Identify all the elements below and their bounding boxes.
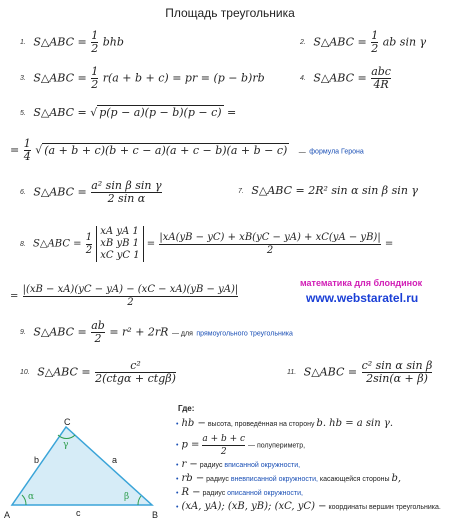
formula-8 (20, 226, 393, 262)
formula-rest: bhb (102, 35, 124, 49)
vertex-C: C (64, 417, 71, 427)
formula-9: 9. S△ABC = $\frac{ab}{2}$ = r² + 2rR — для прямоугольного треугольника (20, 319, 293, 345)
where-item-4: • rb − радиус вневписанной окружности, касающейся стороны b, (176, 473, 402, 484)
formula-number: 10. (20, 369, 30, 376)
formula-rest: r(a + b + c) = pr = (p − b)rb (102, 71, 265, 85)
brand-text: математика для блондинок (300, 278, 423, 288)
side-c: c (76, 508, 81, 518)
formula-lhs: S△ABC = (37, 365, 91, 379)
formula-5: 5. S△ABC = √ p(p − a)(p − b)(p − c) = (20, 106, 237, 119)
vertex-A: A (4, 510, 11, 520)
formula-number: 3. (20, 75, 26, 82)
where-title: Где: (178, 404, 195, 413)
formula-lhs: S△ABC = (33, 185, 87, 199)
fraction: $\frac{\text{c² sin α sin β}}{2\sin(\alpha + \beta)}$ (361, 359, 433, 385)
incircle-link[interactable]: вписанной окружности, (224, 462, 301, 469)
where-item-1: • hb − высота, проведённая на сторону b. hb = a sin γ. (176, 418, 394, 429)
triangle-diagram (0, 415, 170, 523)
formula-lhs: S△ABC = (33, 106, 87, 119)
where-item-2: • p = $\frac{a + b + c}{2}$ — полупериметр, (176, 434, 306, 457)
formula-lhs: S△ABC = (313, 35, 367, 49)
angle-beta: β (124, 492, 130, 502)
formula-number: 8. (20, 240, 26, 248)
fraction: $\frac{1}{2}$ (91, 29, 99, 55)
formula-rest: ab sin γ (382, 35, 427, 49)
fraction: $\frac{1}{4}$ (23, 137, 31, 163)
fraction: $\frac{\text{a² sin β sin γ}}{\text{2 sin α}}$ (91, 179, 162, 205)
formula-number: 1. (20, 39, 26, 46)
fraction: $\frac{|(xB - xA)(yC - yA) - (xC - xA)(yB - yA)|}{2}$ (22, 284, 239, 308)
determinant: xA yA 1 xB yB 1 xC yC 1 (96, 226, 143, 262)
formula-8b (10, 284, 239, 309)
formula-number: 5. (20, 109, 26, 117)
formula-number: 7. (238, 187, 244, 195)
formula-tail: = (227, 106, 237, 119)
fraction: $\frac{|xA(yB - yC) + xB(yC - yA) + xC(yA - yB)|}{2}$ (159, 231, 381, 256)
page-title: Площадь треугольника (165, 6, 295, 20)
formula-3 (20, 66, 265, 91)
right-triangle-link[interactable]: прямоугольного треугольника (196, 330, 293, 338)
heron-link[interactable]: формула Герона (309, 148, 364, 156)
where-item-3: • r − радиус вписанной окружности, (176, 459, 301, 470)
formula-number: 11. (287, 369, 297, 376)
formula-10 (20, 360, 177, 385)
formula-lhs: S△ABC = (33, 71, 87, 85)
formula-rest: = r² + 2rR (109, 325, 169, 339)
excircle-link[interactable]: вневписанной окружности, (230, 476, 318, 483)
formula-number: 4. (300, 75, 306, 82)
formula-lhs: S△ABC = 2R² sin α sin β sin γ (251, 184, 418, 197)
fraction: $\frac{\text{c²}}{\text{2(ctgα + ctgβ)}}$ (95, 359, 176, 385)
formula-6 (20, 180, 163, 205)
formula-lhs: S△ABC = (303, 365, 358, 379)
angle-gamma: γ (63, 440, 69, 450)
fraction: $\frac{\text{abc}}{4R}$ (371, 65, 391, 91)
formula-tail: = (384, 238, 394, 250)
formula-lhs: S△ABC = (33, 35, 87, 49)
formula-7 (238, 184, 418, 197)
formula-5b: = $\frac{1}{4}$ √ (a + b + c)(b + c − a)(a + c − b)(a + b − c) — формула Герона (10, 137, 364, 163)
formula-number: 2. (300, 39, 306, 46)
formula-eq: = (146, 238, 156, 250)
formula-lhs: S△ABC = (313, 71, 367, 85)
formula-11 (287, 360, 433, 385)
formula-lhs: S△ABC = (33, 238, 82, 250)
formula-1 (20, 30, 124, 55)
formula-lhs: S△ABC = (33, 325, 87, 339)
fraction: $\frac{1}{2}$ (371, 29, 379, 55)
vertex-B: B (152, 510, 159, 520)
side-b: b (34, 455, 40, 465)
fraction: $\frac{1}{2}$ (91, 65, 99, 91)
angle-alpha: α (28, 492, 35, 502)
circumcircle-link[interactable]: описанной окружности, (227, 490, 303, 497)
sqrt-body: p(p − a)(p − b)(p − c) (99, 106, 222, 119)
side-a: a (112, 455, 118, 465)
formula-number: 6. (20, 189, 26, 196)
formula-lhs: = (10, 291, 19, 302)
fraction: $\frac{ab}{2}$ (91, 319, 105, 345)
formula-2 (300, 30, 426, 55)
fraction: $\frac{1}{2}$ (85, 231, 93, 256)
formula-lhs: = (10, 143, 20, 157)
sqrt-body: (a + b + c)(b + c − a)(a + c − b)(a + b − c) (44, 143, 288, 157)
where-item-5: • R − радиус описанной окружности, (176, 487, 303, 498)
brand-url[interactable]: www.webstaratel.ru (306, 291, 419, 305)
formula-number: 9. (20, 329, 26, 336)
where-item-6: • (xA, yA); (xB, yB); (xC, yC) − координаты вершин треугольника. (176, 501, 441, 512)
formula-4 (300, 66, 392, 91)
